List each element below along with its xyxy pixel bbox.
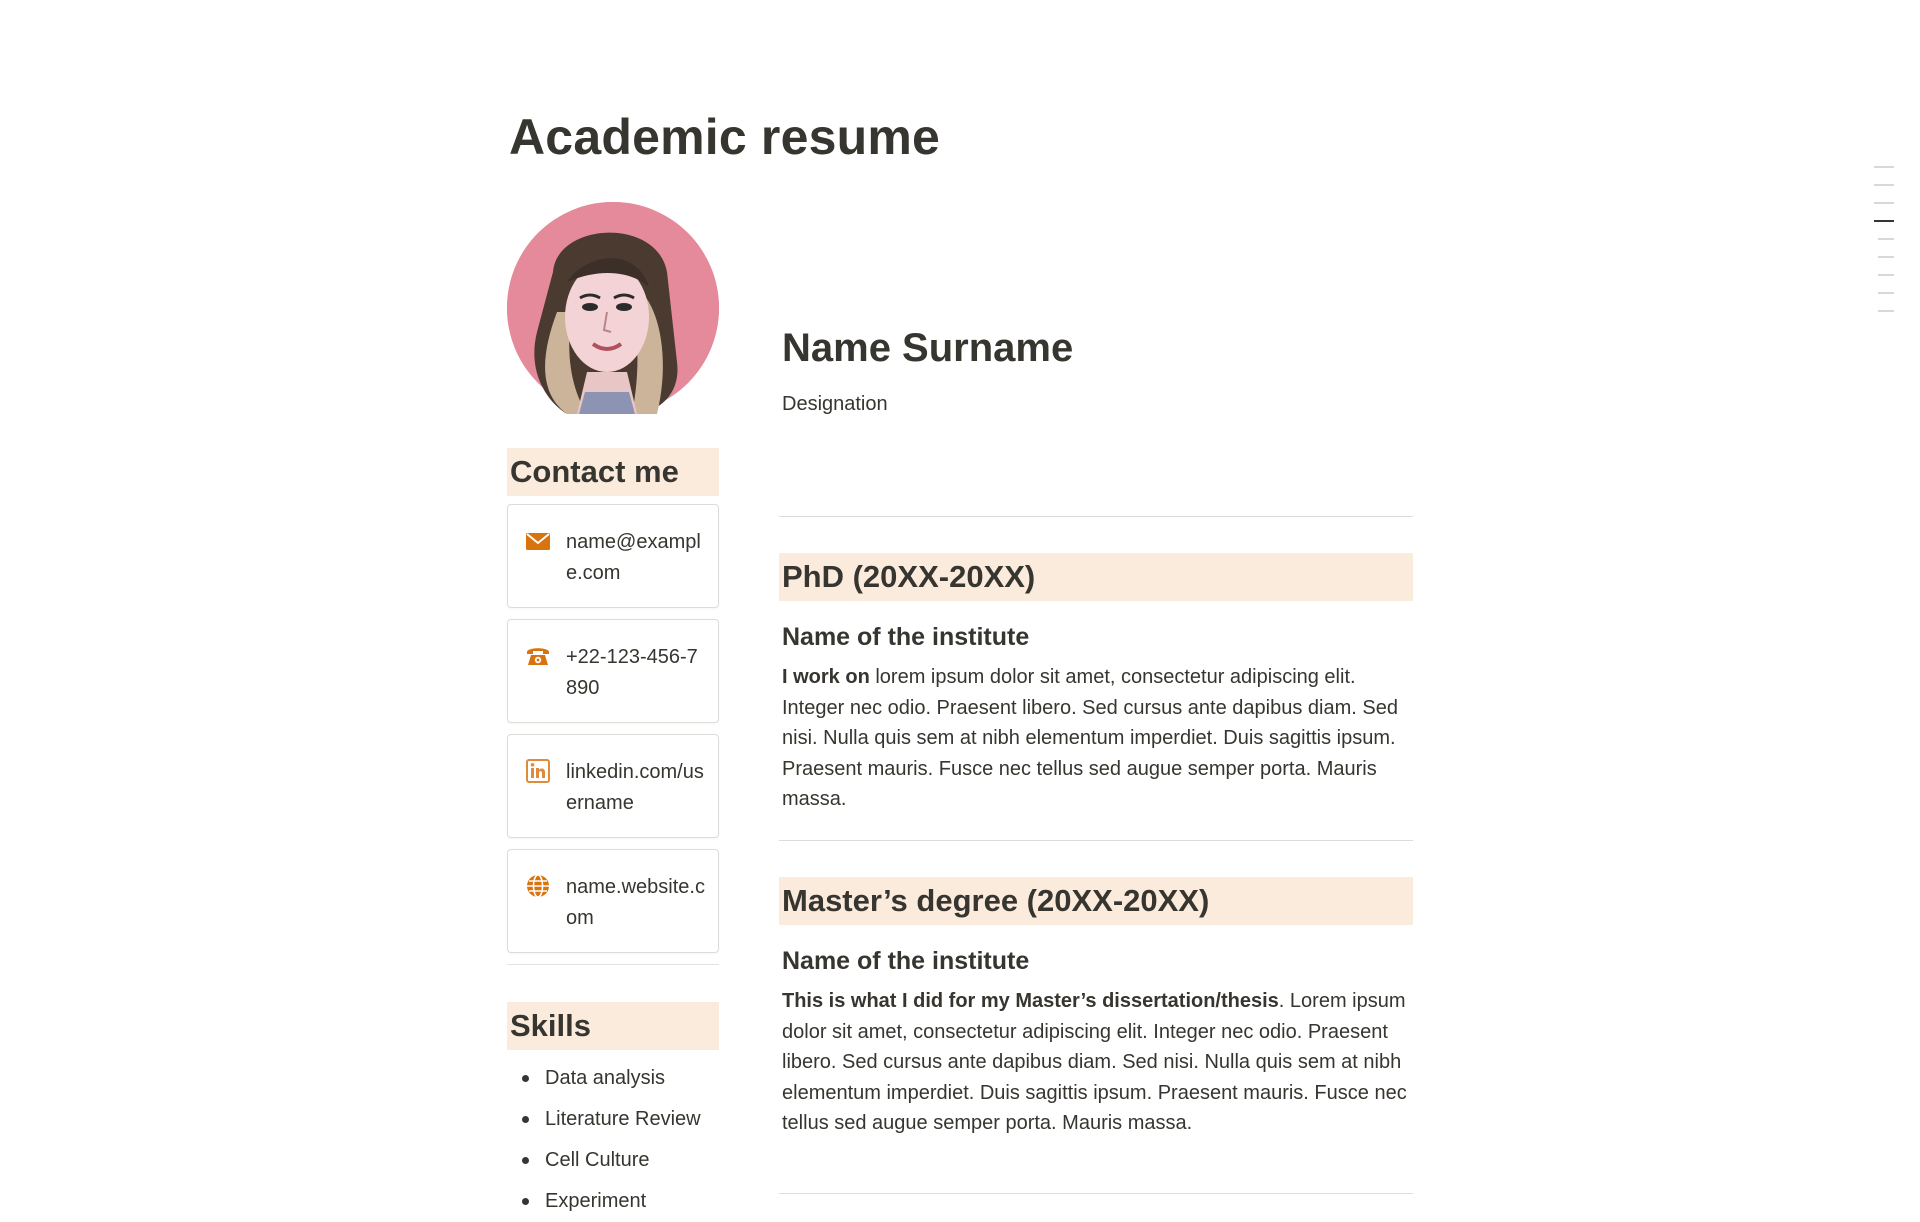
contact-list xyxy=(507,504,719,953)
contact-card-website[interactable] xyxy=(507,849,719,953)
outline-item[interactable] xyxy=(1878,310,1894,312)
outline-item[interactable] xyxy=(1874,184,1894,186)
contact-email-text[interactable]: name@example.com xyxy=(566,531,701,584)
outline-item[interactable] xyxy=(1878,274,1894,276)
institute-name: Name of the institute xyxy=(782,947,1030,975)
page-outline[interactable] xyxy=(1874,166,1894,328)
skills-heading: Skills xyxy=(507,1002,719,1050)
avatar[interactable] xyxy=(507,202,719,414)
degree-heading: Master’s degree (20XX-20XX) xyxy=(779,877,1413,925)
list-item: Experiment xyxy=(507,1181,719,1222)
divider xyxy=(507,964,719,965)
skills-list xyxy=(507,1058,719,1222)
degree-description xyxy=(779,986,1413,1139)
phone-icon xyxy=(525,643,551,669)
outline-item-active[interactable] xyxy=(1874,220,1894,222)
page-title: Academic resume xyxy=(509,109,941,165)
profile-name: Name Surname xyxy=(782,326,1074,370)
description-text: lorem ipsum dolor sit amet, consectetur adipiscing elit. Integer nec odio. Praesent libero. Sed cursus ante dapibus diam. Sed nisi. Nulla quis sem at nibh elementum imperdiet. Duis sagittis ipsum. Praesent mauris. Fusce nec tellus sed augue semper porta. Mauris massa. xyxy=(782,666,1398,811)
linkedin-icon xyxy=(525,758,551,784)
education-masters xyxy=(779,877,1413,1139)
contact-phone-text[interactable]: +22-123-456-7890 xyxy=(566,646,698,699)
contact-card-email[interactable] xyxy=(507,504,719,608)
institute-name: Name of the institute xyxy=(782,623,1030,651)
contact-heading: Contact me xyxy=(507,448,719,496)
divider xyxy=(779,840,1413,841)
outline-item[interactable] xyxy=(1878,292,1894,294)
contact-website-text[interactable]: name.website.com xyxy=(566,876,705,929)
outline-item[interactable] xyxy=(1878,238,1894,240)
contact-card-phone[interactable] xyxy=(507,619,719,723)
outline-item[interactable] xyxy=(1874,166,1894,168)
left-column xyxy=(507,202,719,1222)
contact-linkedin-text[interactable]: linkedin.com/username xyxy=(566,761,704,814)
divider xyxy=(779,1193,1413,1194)
outline-item[interactable] xyxy=(1874,202,1894,204)
list-item: Data analysis xyxy=(507,1058,719,1099)
list-item: Literature Review xyxy=(507,1099,719,1140)
degree-description xyxy=(779,662,1413,815)
mail-icon xyxy=(525,528,551,554)
degree-heading: PhD (20XX-20XX) xyxy=(779,553,1413,601)
education-phd xyxy=(779,553,1413,815)
outline-item[interactable] xyxy=(1878,256,1894,258)
contact-card-linkedin[interactable] xyxy=(507,734,719,838)
description-text: . Lorem ipsum dolor sit amet, consectetur adipiscing elit. Integer nec odio. Praesent libero. Sed cursus ante dapibus diam. Sed nisi. Nulla quis sem at nibh elementum imperdiet. Duis sagittis ipsum. Praesent mauris. Fusce nec tellus sed augue semper porta. Mauris massa. xyxy=(782,990,1407,1135)
profile-designation: Designation xyxy=(782,393,888,415)
description-lead: This is what I did for my Master’s dissertation/thesis xyxy=(782,990,1279,1012)
list-item: Cell Culture xyxy=(507,1140,719,1181)
description-lead: I work on xyxy=(782,666,870,688)
globe-icon xyxy=(525,873,551,899)
divider xyxy=(779,516,1413,517)
